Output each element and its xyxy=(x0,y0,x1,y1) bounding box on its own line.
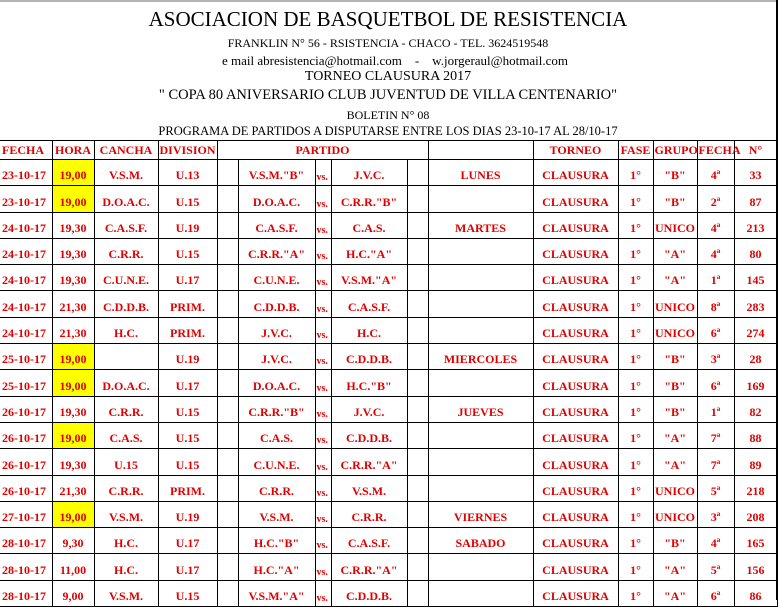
cell-empty-left xyxy=(217,554,238,580)
cell-vs: vs. xyxy=(315,422,331,448)
cell-fase: 1° xyxy=(618,449,653,475)
cell-empty-left xyxy=(217,344,238,370)
cell-day xyxy=(428,449,533,475)
cell-fecha-num: 8ª xyxy=(697,291,734,317)
cell-cancha: V.S.M. xyxy=(94,501,158,527)
cell-empty-left xyxy=(217,186,238,212)
cell-numero: 88 xyxy=(734,422,777,448)
cell-division: U.15 xyxy=(158,396,217,422)
cell-home-team: C.U.N.E. xyxy=(238,449,315,475)
cell-numero: 283 xyxy=(734,291,777,317)
cell-home-team: V.S.M."B" xyxy=(238,160,315,186)
cell-cancha: U.15 xyxy=(94,449,158,475)
cell-away-team: J.V.C. xyxy=(331,396,407,422)
cell-division: U.19 xyxy=(158,344,217,370)
col-header-fecha: FECHA xyxy=(0,141,52,160)
program-subtitle: PROGRAMA DE PARTIDOS A DISPUTARSE ENTRE LOS DIAS 23-10-17 AL 28/10-17 xyxy=(158,124,618,138)
cell-numero: 169 xyxy=(734,370,777,396)
col-header-fase: FASE xyxy=(618,141,653,160)
cell-cancha: D.O.A.C. xyxy=(94,370,158,396)
table-row xyxy=(0,344,777,370)
cell-hora: 19,30 xyxy=(52,212,94,238)
cell-vs: vs. xyxy=(315,265,331,291)
cell-numero: 274 xyxy=(734,317,777,343)
cell-away-team: C.A.S. xyxy=(331,212,407,238)
cell-vs: vs. xyxy=(315,580,331,606)
cell-empty-right xyxy=(407,475,428,501)
cell-away-team: H.C. xyxy=(331,317,407,343)
col-header-torneo: TORNEO xyxy=(533,141,618,160)
cell-division: U.19 xyxy=(158,212,217,238)
cell-empty-right xyxy=(407,238,428,264)
cell-fecha: 24-10-17 xyxy=(0,238,52,264)
cell-cancha: C.U.N.E. xyxy=(94,265,158,291)
cell-empty-left xyxy=(217,212,238,238)
cell-fecha: 28-10-17 xyxy=(0,528,52,554)
cell-day: SABADO xyxy=(428,528,533,554)
col-header-numero: N° xyxy=(734,141,777,160)
cell-empty-right xyxy=(407,528,428,554)
cell-away-team: V.S.M."A" xyxy=(331,265,407,291)
cell-fecha-num: 3ª xyxy=(697,344,734,370)
cell-home-team: C.A.S. xyxy=(238,422,315,448)
cell-cancha: C.A.S.F. xyxy=(94,212,158,238)
cell-torneo: CLAUSURA xyxy=(533,160,618,186)
cell-home-team: H.C."B" xyxy=(238,528,315,554)
cell-empty-left xyxy=(217,580,238,606)
cell-fecha: 25-10-17 xyxy=(0,344,52,370)
cell-cancha: H.C. xyxy=(94,317,158,343)
cell-day xyxy=(428,422,533,448)
cell-cancha: H.C. xyxy=(94,528,158,554)
cell-empty-left xyxy=(217,528,238,554)
cell-fase: 1° xyxy=(618,422,653,448)
cell-grupo: "B" xyxy=(653,370,697,396)
cell-torneo: CLAUSURA xyxy=(533,370,618,396)
address-line: FRANKLIN N° 56 - RSISTENCIA - CHACO - TEL. 3624519548 xyxy=(227,36,549,50)
table-row xyxy=(0,291,777,317)
cell-fecha: 26-10-17 xyxy=(0,449,52,475)
cell-day xyxy=(428,186,533,212)
cell-torneo: CLAUSURA xyxy=(533,528,618,554)
cell-vs: vs. xyxy=(315,212,331,238)
cell-numero: 86 xyxy=(734,580,777,606)
cell-grupo: "B" xyxy=(653,528,697,554)
cell-division: PRIM. xyxy=(158,291,217,317)
cell-hora: 19,00 xyxy=(52,501,94,527)
cell-empty-left xyxy=(217,422,238,448)
cell-hora: 21,30 xyxy=(52,317,94,343)
cell-fase: 1° xyxy=(618,554,653,580)
cell-empty-right xyxy=(407,580,428,606)
cell-fase: 1° xyxy=(618,317,653,343)
cell-fecha-num: 4ª xyxy=(697,238,734,264)
cell-fecha-num: 1ª xyxy=(697,396,734,422)
cup-title: " COPA 80 ANIVERSARIO CLUB JUVENTUD DE VILLA CENTENARIO" xyxy=(158,87,618,103)
cell-torneo: CLAUSURA xyxy=(533,580,618,606)
cell-home-team: D.O.A.C. xyxy=(238,186,315,212)
cell-torneo: CLAUSURA xyxy=(533,291,618,317)
cell-vs: vs. xyxy=(315,238,331,264)
cell-fecha-num: 3ª xyxy=(697,501,734,527)
cell-fecha-num: 4ª xyxy=(697,160,734,186)
cell-cancha: C.D.D.B. xyxy=(94,291,158,317)
cell-division: U.19 xyxy=(158,501,217,527)
cell-empty-right xyxy=(407,265,428,291)
table-row xyxy=(0,317,777,343)
table-row xyxy=(0,554,777,580)
cell-day xyxy=(428,580,533,606)
cell-torneo: CLAUSURA xyxy=(533,265,618,291)
cell-grupo: UNICO xyxy=(653,501,697,527)
table-row xyxy=(0,475,777,501)
table-header-row xyxy=(0,141,777,160)
cell-grupo: UNICO xyxy=(653,475,697,501)
cell-fecha-num: 1ª xyxy=(697,265,734,291)
table-row xyxy=(0,265,777,291)
cell-fase: 1° xyxy=(618,501,653,527)
cell-empty-left xyxy=(217,291,238,317)
cell-vs: vs. xyxy=(315,317,331,343)
table-row xyxy=(0,422,777,448)
cell-empty-right xyxy=(407,396,428,422)
cell-numero: 82 xyxy=(734,396,777,422)
cell-hora: 9,30 xyxy=(52,528,94,554)
table-row xyxy=(0,528,777,554)
cell-fecha-num: 7ª xyxy=(697,449,734,475)
cell-home-team: C.D.D.B. xyxy=(238,291,315,317)
cell-fecha-num: 4ª xyxy=(697,528,734,554)
cell-cancha: V.S.M. xyxy=(94,580,158,606)
tournament-title: TORNEO CLAUSURA 2017 xyxy=(304,69,472,84)
cell-vs: vs. xyxy=(315,396,331,422)
cell-vs: vs. xyxy=(315,370,331,396)
cell-hora: 19,30 xyxy=(52,396,94,422)
cell-fase: 1° xyxy=(618,160,653,186)
table-row xyxy=(0,501,777,527)
cell-fecha: 24-10-17 xyxy=(0,317,52,343)
cell-fecha-num: 6ª xyxy=(697,317,734,343)
cell-division: U.17 xyxy=(158,528,217,554)
cell-home-team: J.V.C. xyxy=(238,344,315,370)
cell-vs: vs. xyxy=(315,186,331,212)
cell-home-team: V.S.M. xyxy=(238,501,315,527)
cell-cancha: C.A.S. xyxy=(94,422,158,448)
cell-hora: 11,00 xyxy=(52,554,94,580)
cell-grupo: "A" xyxy=(653,265,697,291)
cell-torneo: CLAUSURA xyxy=(533,422,618,448)
cell-hora: 19,00 xyxy=(52,344,94,370)
cell-day: MARTES xyxy=(428,212,533,238)
cell-hora: 21,30 xyxy=(52,475,94,501)
cell-fecha: 23-10-17 xyxy=(0,186,52,212)
cell-empty-left xyxy=(217,475,238,501)
cell-numero: 89 xyxy=(734,449,777,475)
cell-home-team: D.O.A.C. xyxy=(238,370,315,396)
cell-empty-right xyxy=(407,212,428,238)
table-row xyxy=(0,238,777,264)
cell-fase: 1° xyxy=(618,238,653,264)
cell-away-team: C.R.R. xyxy=(331,501,407,527)
cell-fecha: 27-10-17 xyxy=(0,501,52,527)
cell-hora: 19,00 xyxy=(52,186,94,212)
table-row xyxy=(0,370,777,396)
schedule-table xyxy=(0,140,778,607)
cell-day xyxy=(428,317,533,343)
cell-fecha: 25-10-17 xyxy=(0,370,52,396)
cell-fase: 1° xyxy=(618,186,653,212)
cell-away-team: H.C."B" xyxy=(331,370,407,396)
cell-hora: 21,30 xyxy=(52,291,94,317)
cell-numero: 218 xyxy=(734,475,777,501)
cell-hora: 19,00 xyxy=(52,160,94,186)
col-header-cancha: CANCHA xyxy=(94,141,158,160)
col-header-fecha-num: FECHA xyxy=(697,141,734,160)
cell-home-team: C.R.R."B" xyxy=(238,396,315,422)
cell-numero: 165 xyxy=(734,528,777,554)
cell-numero: 156 xyxy=(734,554,777,580)
cell-division: U.17 xyxy=(158,554,217,580)
cell-day xyxy=(428,475,533,501)
cell-cancha: V.S.M. xyxy=(94,160,158,186)
cell-empty-right xyxy=(407,344,428,370)
cell-fecha: 28-10-17 xyxy=(0,580,52,606)
cell-torneo: CLAUSURA xyxy=(533,212,618,238)
cell-away-team: C.D.D.B. xyxy=(331,580,407,606)
cell-empty-left xyxy=(217,238,238,264)
bulletin-number: BOLETIN N° 08 xyxy=(346,108,430,122)
cell-away-team: H.C."A" xyxy=(331,238,407,264)
cell-away-team: J.V.C. xyxy=(331,160,407,186)
cell-day: LUNES xyxy=(428,160,533,186)
cell-vs: vs. xyxy=(315,554,331,580)
cell-numero: 80 xyxy=(734,238,777,264)
cell-day xyxy=(428,265,533,291)
cell-grupo: "A" xyxy=(653,554,697,580)
cell-fase: 1° xyxy=(618,212,653,238)
cell-numero: 28 xyxy=(734,344,777,370)
cell-fase: 1° xyxy=(618,265,653,291)
cell-away-team: C.R.R."A" xyxy=(331,554,407,580)
cell-empty-right xyxy=(407,186,428,212)
cell-cancha: C.R.R. xyxy=(94,475,158,501)
cell-away-team: C.D.D.B. xyxy=(331,422,407,448)
cell-day: JUEVES xyxy=(428,396,533,422)
cell-division: U.17 xyxy=(158,370,217,396)
cell-numero: 145 xyxy=(734,265,777,291)
cell-empty-left xyxy=(217,396,238,422)
association-title: ASOCIACION DE BASQUETBOL DE RESISTENCIA xyxy=(148,7,628,31)
cell-numero: 213 xyxy=(734,212,777,238)
cell-grupo: UNICO xyxy=(653,291,697,317)
cell-torneo: CLAUSURA xyxy=(533,449,618,475)
cell-fecha-num: 6ª xyxy=(697,370,734,396)
cell-fecha: 26-10-17 xyxy=(0,396,52,422)
cell-home-team: V.S.M."A" xyxy=(238,580,315,606)
cell-home-team: C.R.R."A" xyxy=(238,238,315,264)
cell-empty-left xyxy=(217,160,238,186)
cell-vs: vs. xyxy=(315,449,331,475)
cell-empty-right xyxy=(407,291,428,317)
cell-division: U.15 xyxy=(158,422,217,448)
cell-hora: 9,00 xyxy=(52,580,94,606)
cell-division: U.15 xyxy=(158,449,217,475)
cell-day: VIERNES xyxy=(428,501,533,527)
cell-fase: 1° xyxy=(618,291,653,317)
cell-empty-left xyxy=(217,317,238,343)
cell-home-team: C.A.S.F. xyxy=(238,212,315,238)
cell-grupo: "B" xyxy=(653,396,697,422)
cell-grupo: "A" xyxy=(653,580,697,606)
cell-torneo: CLAUSURA xyxy=(533,501,618,527)
cell-home-team: C.U.N.E. xyxy=(238,265,315,291)
cell-numero: 87 xyxy=(734,186,777,212)
cell-torneo: CLAUSURA xyxy=(533,238,618,264)
col-header-division: DIVISION xyxy=(158,141,217,160)
cell-day xyxy=(428,370,533,396)
cell-torneo: CLAUSURA xyxy=(533,317,618,343)
cell-hora: 19,00 xyxy=(52,370,94,396)
cell-fase: 1° xyxy=(618,580,653,606)
cell-day xyxy=(428,291,533,317)
cell-division: U.17 xyxy=(158,265,217,291)
cell-vs: vs. xyxy=(315,291,331,317)
cell-fecha: 28-10-17 xyxy=(0,554,52,580)
cell-grupo: "B" xyxy=(653,344,697,370)
cell-day: MIERCOLES xyxy=(428,344,533,370)
cell-fecha-num: 2ª xyxy=(697,186,734,212)
email-line: e mail abresistencia@hotmail.com - w.jorgeraul@hotmail.com xyxy=(222,53,568,68)
cell-fecha-num: 4ª xyxy=(697,212,734,238)
cell-fase: 1° xyxy=(618,475,653,501)
cell-fase: 1° xyxy=(618,528,653,554)
window-top-border xyxy=(0,0,778,2)
cell-torneo: CLAUSURA xyxy=(533,396,618,422)
col-header-hora: HORA xyxy=(52,141,94,160)
cell-grupo: "A" xyxy=(653,238,697,264)
cell-hora: 19,30 xyxy=(52,265,94,291)
cell-day xyxy=(428,554,533,580)
cell-torneo: CLAUSURA xyxy=(533,475,618,501)
cell-fecha: 26-10-17 xyxy=(0,422,52,448)
cell-empty-right xyxy=(407,160,428,186)
cell-empty-right xyxy=(407,370,428,396)
cell-home-team: C.R.R. xyxy=(238,475,315,501)
cell-home-team: J.V.C. xyxy=(238,317,315,343)
col-header-grupo: GRUPO xyxy=(653,141,697,160)
cell-cancha: C.R.R. xyxy=(94,238,158,264)
cell-away-team: C.A.S.F. xyxy=(331,528,407,554)
cell-fecha: 23-10-17 xyxy=(0,160,52,186)
cell-empty-left xyxy=(217,370,238,396)
cell-away-team: C.R.R."A" xyxy=(331,449,407,475)
cell-numero: 33 xyxy=(734,160,777,186)
cell-fecha: 26-10-17 xyxy=(0,475,52,501)
cell-home-team: H.C."A" xyxy=(238,554,315,580)
cell-away-team: C.A.S.F. xyxy=(331,291,407,317)
cell-empty-right xyxy=(407,317,428,343)
col-header-dia xyxy=(428,141,533,160)
cell-cancha: H.C. xyxy=(94,554,158,580)
cell-torneo: CLAUSURA xyxy=(533,554,618,580)
cell-division: U.13 xyxy=(158,160,217,186)
cell-division: PRIM. xyxy=(158,317,217,343)
cell-fecha-num: 7ª xyxy=(697,422,734,448)
cell-grupo: UNICO xyxy=(653,212,697,238)
cell-empty-right xyxy=(407,501,428,527)
cell-fecha: 24-10-17 xyxy=(0,291,52,317)
cell-away-team: V.S.M. xyxy=(331,475,407,501)
cell-torneo: CLAUSURA xyxy=(533,186,618,212)
cell-vs: vs. xyxy=(315,475,331,501)
cell-fecha: 24-10-17 xyxy=(0,212,52,238)
cell-division: U.15 xyxy=(158,580,217,606)
cell-hora: 19,30 xyxy=(52,449,94,475)
cell-cancha: D.O.A.C. xyxy=(94,186,158,212)
cell-away-team: C.D.D.B. xyxy=(331,344,407,370)
cell-vs: vs. xyxy=(315,501,331,527)
cell-hora: 19,30 xyxy=(52,238,94,264)
cell-day xyxy=(428,238,533,264)
cell-empty-right xyxy=(407,554,428,580)
cell-grupo: "B" xyxy=(653,186,697,212)
cell-vs: vs. xyxy=(315,160,331,186)
cell-cancha xyxy=(94,344,158,370)
cell-numero: 208 xyxy=(734,501,777,527)
cell-grupo: "B" xyxy=(653,160,697,186)
table-row xyxy=(0,160,777,186)
cell-division: U.15 xyxy=(158,238,217,264)
col-header-partido: PARTIDO xyxy=(217,141,428,160)
cell-cancha: C.R.R. xyxy=(94,396,158,422)
cell-empty-left xyxy=(217,449,238,475)
cell-fecha-num: 5ª xyxy=(697,475,734,501)
table-row xyxy=(0,396,777,422)
cell-grupo: "A" xyxy=(653,449,697,475)
table-row xyxy=(0,580,777,606)
cell-fecha-num: 6ª xyxy=(697,580,734,606)
cell-empty-left xyxy=(217,501,238,527)
cell-fecha-num: 5ª xyxy=(697,554,734,580)
cell-empty-left xyxy=(217,265,238,291)
cell-fase: 1° xyxy=(618,344,653,370)
table-row xyxy=(0,186,777,212)
cell-empty-right xyxy=(407,422,428,448)
cell-hora: 19,00 xyxy=(52,422,94,448)
cell-vs: vs. xyxy=(315,344,331,370)
cell-division: PRIM. xyxy=(158,475,217,501)
table-row xyxy=(0,449,777,475)
cell-empty-right xyxy=(407,449,428,475)
table-row xyxy=(0,212,777,238)
cell-fecha: 24-10-17 xyxy=(0,265,52,291)
cell-grupo: "A" xyxy=(653,422,697,448)
cell-fase: 1° xyxy=(618,370,653,396)
cell-torneo: CLAUSURA xyxy=(533,344,618,370)
cell-vs: vs. xyxy=(315,528,331,554)
cell-fase: 1° xyxy=(618,396,653,422)
cell-away-team: C.R.R."B" xyxy=(331,186,407,212)
cell-division: U.15 xyxy=(158,186,217,212)
cell-grupo: UNICO xyxy=(653,317,697,343)
